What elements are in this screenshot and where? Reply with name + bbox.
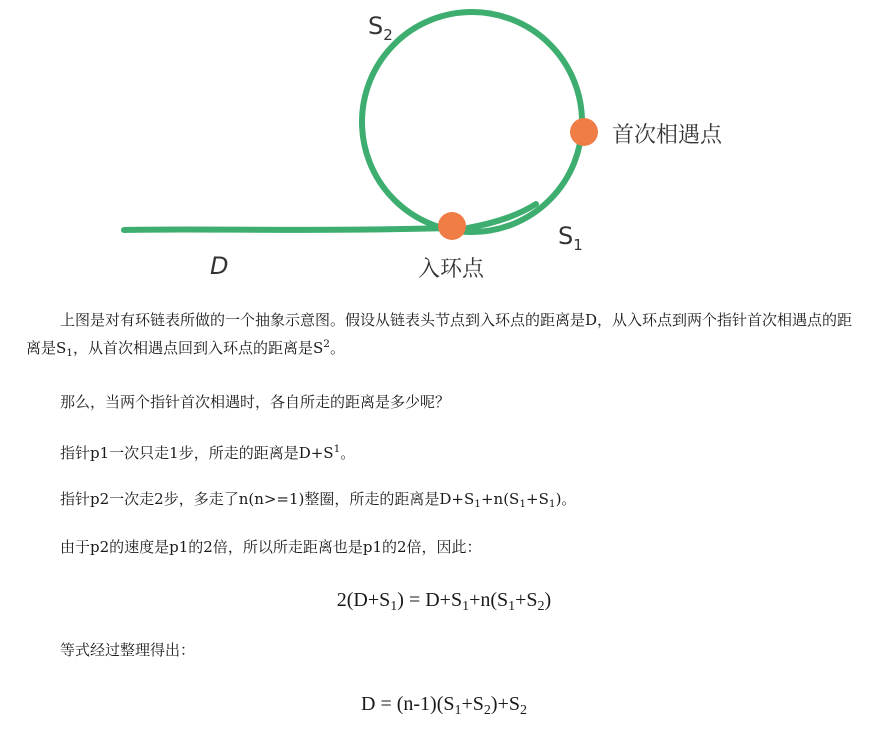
paragraph-definitions: [26, 306, 862, 362]
linked-list-cycle-figure: [0, 0, 888, 290]
paragraph-simplify: 等式经过整理得出：: [60, 641, 196, 659]
cycle-diagram-svg: [0, 0, 888, 290]
cycle-ring: [362, 12, 582, 232]
paragraph-definitions-text: 上图是对有环链表所做的一个抽象示意图。假设从链表头节点到入环点的距离是D，从入环点到两个指针首次相遇点的距离是$S_1$，从首次相遇点回到入环点的距离是$S^2$。: [26, 311, 853, 360]
paragraph-p2-distance: 指针p2一次走2步，多走了n(n>=1)整圈，所走的距离是$D+S_1+n(S_1+S_1)$。: [60, 490, 577, 511]
list-head-path: [124, 228, 452, 230]
d-label: D: [210, 252, 229, 280]
first-meet-point-label: 首次相遇点: [612, 123, 723, 148]
equation-result: $D = (n-1)(S_1+S_2)+S_2$: [361, 693, 527, 719]
paragraph-question: 那么，当两个指针首次相遇时，各自所走的距离是多少呢？: [60, 393, 451, 411]
paragraph-p1-distance: 指针p1一次只走1步，所走的距离是$D+S^1$。: [60, 443, 356, 462]
first-meet-point-dot: [570, 118, 598, 146]
s1-label: $S_1$: [558, 222, 583, 254]
cycle-entry-point-label: 入环点: [418, 257, 485, 282]
s2-label: $S_2$: [368, 12, 393, 44]
equation-distance-relation: $2(D+S_1) = D+S_1+n(S_1+S_2)$: [336, 589, 552, 615]
cycle-entry-point-dot: [438, 212, 466, 240]
paragraph-speed-relation: 由于p2的速度是p1的2倍，所以所走距离也是p1的2倍，因此：: [60, 538, 482, 556]
